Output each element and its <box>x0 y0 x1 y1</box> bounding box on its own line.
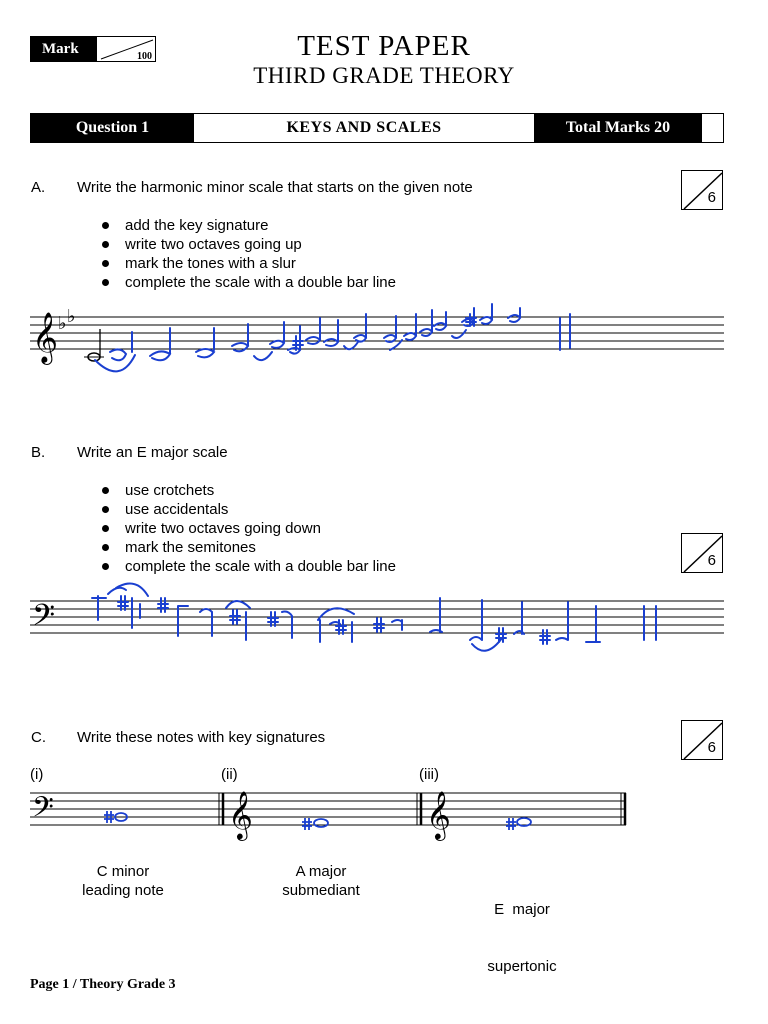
staff-c-lines <box>30 793 626 825</box>
mark-total: 100 <box>137 51 152 62</box>
score-slash <box>682 721 723 760</box>
item-i-caption <box>58 862 188 900</box>
item-iii-caption <box>457 862 587 995</box>
list-item: use crotchets <box>100 481 396 500</box>
list-item: write two octaves going up <box>100 235 396 254</box>
list-item: add the key signature <box>100 216 396 235</box>
item-i-key: C minor <box>96 863 150 880</box>
handwritten-scale-a <box>95 304 570 371</box>
barlines <box>219 793 625 825</box>
question-topic: KEYS AND SCALES <box>286 119 442 136</box>
mark-label: Mark <box>31 37 97 61</box>
section-b-marks: 6 <box>707 552 716 569</box>
page-footer: Page 1 / Theory Grade 3 <box>30 977 176 992</box>
score-slash <box>682 171 723 210</box>
section-a-bullets <box>100 216 396 292</box>
list-item: complete the scale with a double bar line <box>100 273 396 292</box>
given-note <box>88 353 100 361</box>
staff-a-lines <box>30 317 724 349</box>
item-iii-degree: supertonic <box>487 958 557 975</box>
section-a-marks: 6 <box>707 189 716 206</box>
section-b-letter: B. <box>31 444 46 461</box>
section-b-instruction: Write an E major scale <box>77 444 228 461</box>
list-item: mark the tones with a slur <box>100 254 396 273</box>
list-item: complete the scale with a double bar line <box>100 557 396 576</box>
bass-clef-icon: 𝄢 <box>32 791 54 831</box>
page-subtitle: THIRD GRADE THEORY <box>253 63 515 88</box>
question-total-marks: Total Marks 20 <box>534 114 702 142</box>
section-a-letter: A. <box>31 179 46 196</box>
list-item: write two octaves going down <box>100 519 396 538</box>
treble-clef-icon: 𝄞 <box>32 312 59 363</box>
list-item: mark the semitones <box>100 538 396 557</box>
page-title: TEST PAPER <box>297 30 471 62</box>
section-c-instruction: Write these notes with key signatures <box>77 729 326 746</box>
staff-b-lines <box>30 601 724 633</box>
treble-clef-icon: 𝄞 <box>228 790 253 839</box>
section-a-score-box <box>681 170 723 210</box>
handwritten-scale-b <box>92 584 656 651</box>
score-slash <box>682 534 723 573</box>
section-c-score-box <box>681 720 723 760</box>
item-i-degree: leading note <box>82 882 164 899</box>
item-iii-label: (iii) <box>419 766 439 783</box>
item-i-label: (i) <box>30 766 44 783</box>
question-bar <box>30 113 724 143</box>
item-ii-key: A major <box>295 863 347 880</box>
item-iii-key: E major <box>494 901 550 918</box>
bass-clef-icon: 𝄢 <box>32 599 56 640</box>
item-ii-degree: submediant <box>282 882 360 899</box>
section-b-bullets <box>100 481 396 576</box>
flat-icon: ♭ <box>67 306 76 327</box>
question-number: Question 1 <box>31 114 194 142</box>
section-a-instruction: Write the harmonic minor scale that starts on the given note <box>77 179 473 196</box>
section-c-marks: 6 <box>707 739 716 756</box>
list-item: use accidentals <box>100 500 396 519</box>
section-b-score-box <box>681 533 723 573</box>
section-c-letter: C. <box>31 729 46 746</box>
handwritten-notes-c <box>104 811 531 830</box>
flat-icon: ♭ <box>58 313 67 334</box>
item-ii-caption <box>256 862 386 900</box>
treble-clef-icon: 𝄞 <box>426 790 451 839</box>
item-ii-label: (ii) <box>221 766 238 783</box>
